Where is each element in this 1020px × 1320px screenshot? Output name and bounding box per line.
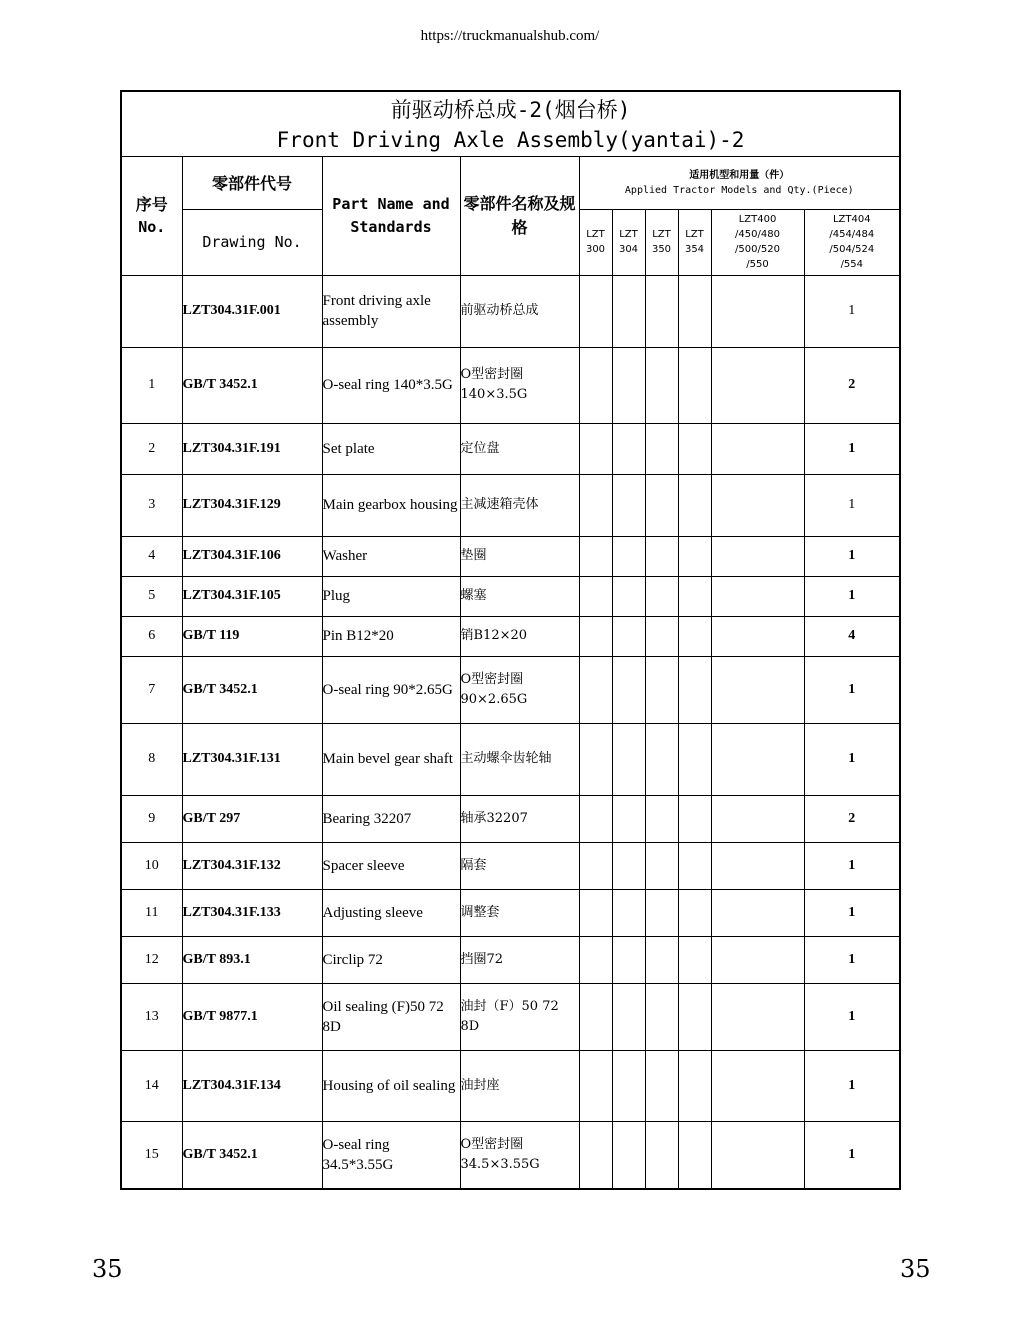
row-no: 8 <box>121 723 182 795</box>
row-qty-empty <box>612 1050 645 1121</box>
row-qty-empty <box>612 536 645 576</box>
row-no: 3 <box>121 474 182 536</box>
row-qty-empty <box>645 795 678 842</box>
row-qty-empty <box>711 1121 804 1189</box>
row-qty: 1 <box>804 474 900 536</box>
row-qty-empty <box>579 275 612 347</box>
table-row <box>121 656 900 723</box>
row-drawing-no: GB/T 3452.1 <box>182 656 322 723</box>
table-row <box>121 616 900 656</box>
row-qty-empty <box>711 275 804 347</box>
row-qty-empty <box>711 936 804 983</box>
row-qty: 1 <box>804 936 900 983</box>
row-part-name-en: Set plate <box>322 423 460 474</box>
row-no: 10 <box>121 842 182 889</box>
row-qty-empty <box>579 1121 612 1189</box>
row-qty-empty <box>678 656 711 723</box>
row-qty-empty <box>711 842 804 889</box>
row-part-name-zh: 螺塞 <box>460 576 579 616</box>
row-qty-empty <box>711 983 804 1050</box>
row-qty-empty <box>678 347 711 423</box>
title-zh: 前驱动桥总成-2(烟台桥) <box>390 97 631 122</box>
title-en: Front Driving Axle Assembly(yantai)-2 <box>276 127 745 152</box>
row-qty-empty <box>711 1050 804 1121</box>
parts-body <box>121 275 900 1189</box>
header-code-zh: 零部件代号 <box>182 156 322 209</box>
row-qty-empty <box>645 983 678 1050</box>
row-qty: 1 <box>804 576 900 616</box>
row-qty-empty <box>645 347 678 423</box>
table-row <box>121 723 900 795</box>
row-part-name-en: O-seal ring 140*3.5G <box>322 347 460 423</box>
row-qty: 1 <box>804 656 900 723</box>
row-part-name-zh: O型密封圈34.5×3.55G <box>460 1121 579 1189</box>
row-qty-empty <box>612 576 645 616</box>
row-qty: 1 <box>804 983 900 1050</box>
row-part-name-zh: 定位盘 <box>460 423 579 474</box>
row-qty-empty <box>612 889 645 936</box>
row-qty-empty <box>645 842 678 889</box>
row-part-name-zh: 主动螺伞齿轮轴 <box>460 723 579 795</box>
row-part-name-en: O-seal ring 90*2.65G <box>322 656 460 723</box>
row-qty-empty <box>612 656 645 723</box>
row-qty: 1 <box>804 1121 900 1189</box>
row-qty-empty <box>678 723 711 795</box>
row-qty-empty <box>645 616 678 656</box>
row-no <box>121 275 182 347</box>
header-model: LZT400 /450/480 /500/520 /550 <box>711 209 804 275</box>
row-qty-empty <box>678 275 711 347</box>
row-part-name-en: Main gearbox housing <box>322 474 460 536</box>
row-part-name-zh: 调整套 <box>460 889 579 936</box>
row-qty: 2 <box>804 347 900 423</box>
row-qty: 1 <box>804 1050 900 1121</box>
row-part-name-en: O-seal ring 34.5*3.55G <box>322 1121 460 1189</box>
row-part-name-en: Circlip 72 <box>322 936 460 983</box>
row-qty-empty <box>645 423 678 474</box>
row-qty: 1 <box>804 423 900 474</box>
row-drawing-no: LZT304.31F.129 <box>182 474 322 536</box>
row-qty: 1 <box>804 723 900 795</box>
header-applied-en: Applied Tractor Models and Qty.(Piece) <box>624 184 854 196</box>
row-qty: 4 <box>804 616 900 656</box>
row-part-name-en: Oil sealing (F)50 72 8D <box>322 983 460 1050</box>
row-no: 2 <box>121 423 182 474</box>
row-drawing-no: LZT304.31F.105 <box>182 576 322 616</box>
row-qty-empty <box>579 576 612 616</box>
table-row <box>121 347 900 423</box>
row-qty-empty <box>612 1121 645 1189</box>
row-qty-empty <box>678 474 711 536</box>
row-part-name-zh: 垫圈 <box>460 536 579 576</box>
header-model: LZT 354 <box>678 209 711 275</box>
row-qty-empty <box>711 474 804 536</box>
row-no: 9 <box>121 795 182 842</box>
row-qty-empty <box>678 1050 711 1121</box>
header-model: LZT 300 <box>579 209 612 275</box>
row-part-name-zh: 油封座 <box>460 1050 579 1121</box>
row-qty-empty <box>645 275 678 347</box>
row-qty-empty <box>711 347 804 423</box>
header-applied <box>579 156 900 209</box>
row-qty: 1 <box>804 275 900 347</box>
table-row <box>121 423 900 474</box>
table-row <box>121 576 900 616</box>
row-qty-empty <box>678 616 711 656</box>
row-drawing-no: LZT304.31F.001 <box>182 275 322 347</box>
row-qty-empty <box>612 842 645 889</box>
table-row <box>121 474 900 536</box>
row-qty-empty <box>579 536 612 576</box>
row-qty-empty <box>579 347 612 423</box>
page-number-right: 35 <box>900 1255 931 1283</box>
row-drawing-no: GB/T 893.1 <box>182 936 322 983</box>
row-qty-empty <box>612 423 645 474</box>
row-qty-empty <box>711 795 804 842</box>
table-row <box>121 1121 900 1189</box>
row-part-name-en: Adjusting sleeve <box>322 889 460 936</box>
table-row <box>121 536 900 576</box>
row-no: 12 <box>121 936 182 983</box>
row-drawing-no: GB/T 119 <box>182 616 322 656</box>
row-qty-empty <box>579 983 612 1050</box>
row-qty-empty <box>711 536 804 576</box>
row-part-name-zh: 油封（F）50 72 8D <box>460 983 579 1050</box>
row-qty-empty <box>645 1121 678 1189</box>
table-row <box>121 1050 900 1121</box>
row-drawing-no: GB/T 297 <box>182 795 322 842</box>
row-part-name-zh: 主减速箱壳体 <box>460 474 579 536</box>
row-qty-empty <box>579 795 612 842</box>
row-qty-empty <box>579 423 612 474</box>
row-part-name-en: Bearing 32207 <box>322 795 460 842</box>
row-qty-empty <box>612 347 645 423</box>
row-part-name-zh: 隔套 <box>460 842 579 889</box>
parts-table <box>120 90 901 1190</box>
row-qty-empty <box>579 616 612 656</box>
row-part-name-zh: 挡圈72 <box>460 936 579 983</box>
header-no-en: No. <box>138 217 166 236</box>
header-url: https://truckmanualshub.com/ <box>420 28 600 44</box>
row-qty-empty <box>678 842 711 889</box>
row-qty-empty <box>711 423 804 474</box>
row-part-name-en: Washer <box>322 536 460 576</box>
row-part-name-zh: O型密封圈140×3.5G <box>460 347 579 423</box>
row-part-name-zh: O型密封圈90×2.65G <box>460 656 579 723</box>
row-qty: 2 <box>804 795 900 842</box>
table-row <box>121 889 900 936</box>
row-qty-empty <box>645 536 678 576</box>
header-model: LZT 350 <box>645 209 678 275</box>
row-qty-empty <box>579 474 612 536</box>
table-row <box>121 795 900 842</box>
row-qty-empty <box>579 656 612 723</box>
header-model: LZT404 /454/484 /504/524 /554 <box>804 209 900 275</box>
row-part-name-en: Main bevel gear shaft <box>322 723 460 795</box>
row-qty-empty <box>645 889 678 936</box>
row-qty-empty <box>579 842 612 889</box>
row-drawing-no: LZT304.31F.132 <box>182 842 322 889</box>
row-drawing-no: GB/T 9877.1 <box>182 983 322 1050</box>
page-number-left: 35 <box>92 1255 123 1283</box>
header-applied-zh: 适用机型和用量（件） <box>689 169 790 181</box>
row-qty-empty <box>579 889 612 936</box>
row-drawing-no: LZT304.31F.133 <box>182 889 322 936</box>
row-no: 14 <box>121 1050 182 1121</box>
row-drawing-no: LZT304.31F.106 <box>182 536 322 576</box>
row-part-name-zh: 销B12×20 <box>460 616 579 656</box>
row-qty-empty <box>678 536 711 576</box>
header-no <box>121 156 182 275</box>
row-qty-empty <box>579 936 612 983</box>
header-part-name-en: Part Name and Standards <box>322 156 460 275</box>
row-part-name-en: Plug <box>322 576 460 616</box>
table-row <box>121 983 900 1050</box>
row-qty-empty <box>645 576 678 616</box>
row-qty-empty <box>711 723 804 795</box>
row-qty-empty <box>612 795 645 842</box>
row-qty-empty <box>678 983 711 1050</box>
row-qty: 1 <box>804 889 900 936</box>
row-qty-empty <box>612 983 645 1050</box>
row-part-name-en: Pin B12*20 <box>322 616 460 656</box>
row-no: 1 <box>121 347 182 423</box>
row-qty-empty <box>645 474 678 536</box>
row-drawing-no: LZT304.31F.131 <box>182 723 322 795</box>
table-title <box>121 91 900 156</box>
row-no: 5 <box>121 576 182 616</box>
header-model: LZT 304 <box>612 209 645 275</box>
row-qty-empty <box>612 616 645 656</box>
row-part-name-zh: 轴承32207 <box>460 795 579 842</box>
row-part-name-zh: 前驱动桥总成 <box>460 275 579 347</box>
row-qty-empty <box>579 723 612 795</box>
row-drawing-no: GB/T 3452.1 <box>182 1121 322 1189</box>
row-part-name-en: Housing of oil sealing <box>322 1050 460 1121</box>
row-qty-empty <box>711 576 804 616</box>
header-no-zh: 序号 <box>135 194 168 214</box>
row-drawing-no: LZT304.31F.191 <box>182 423 322 474</box>
row-qty-empty <box>678 889 711 936</box>
row-qty-empty <box>678 576 711 616</box>
table-row <box>121 275 900 347</box>
row-qty-empty <box>711 656 804 723</box>
row-no: 13 <box>121 983 182 1050</box>
row-qty-empty <box>678 423 711 474</box>
row-no: 11 <box>121 889 182 936</box>
row-qty-empty <box>678 1121 711 1189</box>
table-row <box>121 842 900 889</box>
row-qty: 1 <box>804 842 900 889</box>
row-qty-empty <box>612 723 645 795</box>
header-part-name-zh: 零部件名称及规格 <box>460 156 579 275</box>
row-qty-empty <box>579 1050 612 1121</box>
row-qty: 1 <box>804 536 900 576</box>
row-qty-empty <box>645 656 678 723</box>
row-qty-empty <box>678 936 711 983</box>
header-drawing-no: Drawing No. <box>182 209 322 275</box>
row-no: 7 <box>121 656 182 723</box>
table-row <box>121 936 900 983</box>
row-qty-empty <box>612 474 645 536</box>
row-part-name-en: Spacer sleeve <box>322 842 460 889</box>
row-qty-empty <box>711 616 804 656</box>
row-drawing-no: LZT304.31F.134 <box>182 1050 322 1121</box>
row-qty-empty <box>645 1050 678 1121</box>
row-qty-empty <box>711 889 804 936</box>
row-no: 6 <box>121 616 182 656</box>
row-qty-empty <box>612 275 645 347</box>
row-qty-empty <box>678 795 711 842</box>
row-qty-empty <box>645 723 678 795</box>
row-part-name-en: Front driving axle assembly <box>322 275 460 347</box>
row-no: 15 <box>121 1121 182 1189</box>
row-qty-empty <box>645 936 678 983</box>
row-qty-empty <box>612 936 645 983</box>
row-no: 4 <box>121 536 182 576</box>
row-drawing-no: GB/T 3452.1 <box>182 347 322 423</box>
